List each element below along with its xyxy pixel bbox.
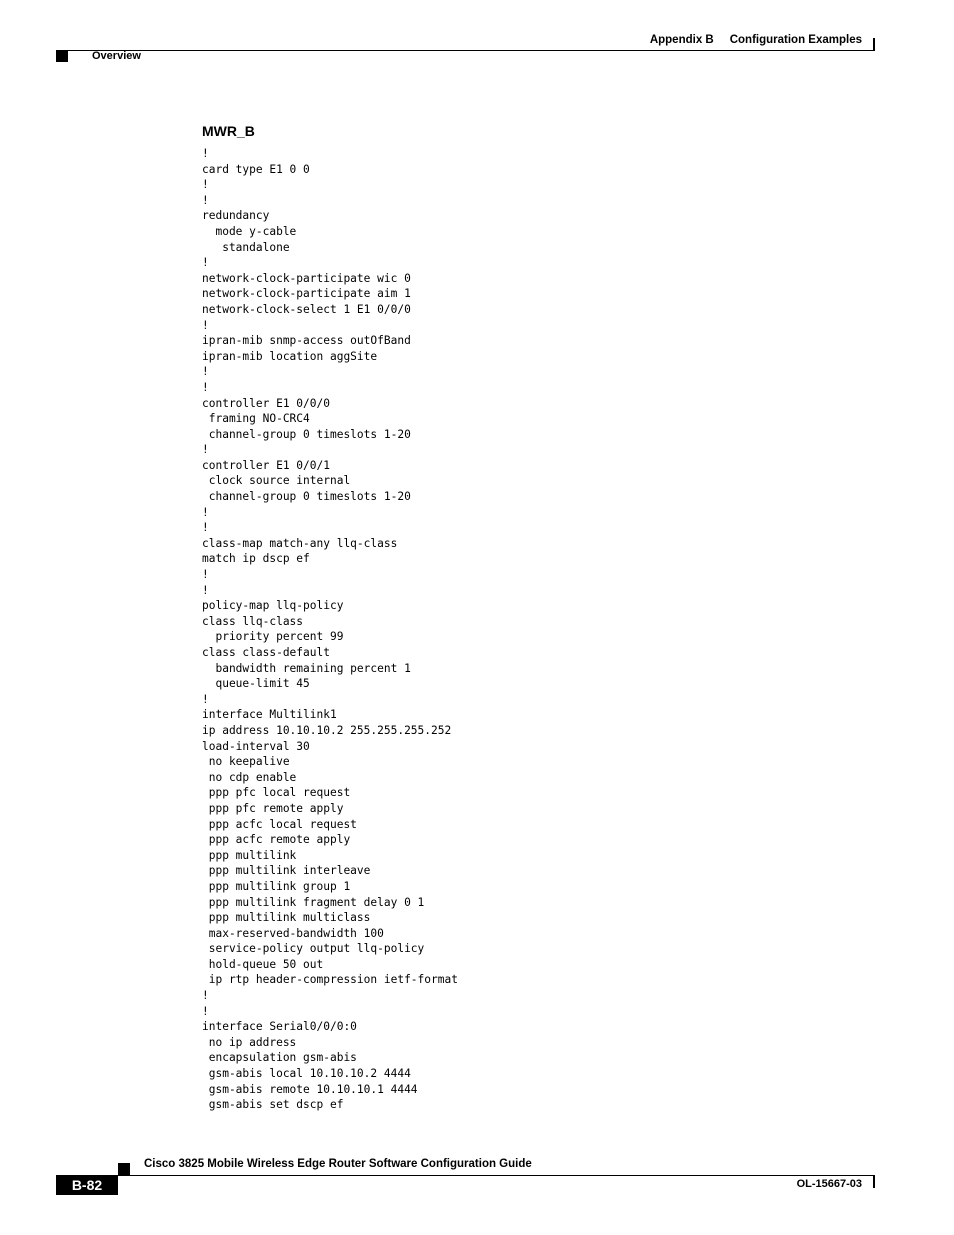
code-line: ppp multilink group 1 — [202, 879, 351, 893]
code-line: mode y-cable — [202, 224, 297, 238]
code-line: class class-default — [202, 646, 330, 659]
code-line: network-clock-select 1 E1 0/0/0 — [202, 302, 411, 316]
code-line: ip rtp header-compression ietf-format — [202, 973, 458, 987]
code-line: ppp acfc local request — [202, 817, 357, 831]
code-line: ! — [202, 147, 209, 160]
code-line: standalone — [202, 240, 290, 254]
code-line: no cdp enable — [202, 770, 297, 784]
code-line: ! — [202, 989, 209, 1003]
code-line: ppp pfc remote apply — [202, 801, 344, 815]
code-line: encapsulation gsm-abis — [202, 1051, 357, 1065]
code-line: ipran-mib snmp-access outOfBand — [202, 334, 411, 348]
code-line: hold-queue 50 out — [202, 957, 324, 971]
code-line: load-interval 30 — [202, 739, 310, 753]
header-tick-mark — [873, 38, 875, 51]
code-line: channel-group 0 timeslots 1-20 — [202, 427, 411, 441]
code-line: ip address 10.10.10.2 255.255.255.252 — [202, 723, 452, 737]
footer-tick-mark — [873, 1175, 875, 1188]
header-rule — [56, 50, 874, 51]
code-line: gsm-abis remote 10.10.10.1 4444 — [202, 1082, 418, 1096]
code-line: class-map match-any llq-class — [202, 536, 398, 550]
code-line: gsm-abis local 10.10.10.2 4444 — [202, 1067, 411, 1081]
code-line: network-clock-participate wic 0 — [202, 271, 411, 285]
running-header — [650, 34, 862, 46]
header-marker-block — [56, 50, 68, 62]
code-line: ! — [202, 365, 209, 379]
section-title: MWR_B — [202, 123, 255, 139]
header-chapter-title: Configuration Examples — [729, 34, 862, 46]
code-line: ! — [202, 193, 209, 207]
code-line: bandwidth remaining percent 1 — [202, 661, 411, 675]
code-line: ! — [202, 568, 209, 582]
code-line: ppp multilink multiclass — [202, 911, 371, 925]
code-line: ! — [202, 256, 209, 270]
code-line: ! — [202, 178, 209, 192]
code-line: class llq-class — [202, 614, 304, 628]
code-line: ppp multilink — [202, 848, 297, 862]
code-line: ! — [202, 1004, 209, 1018]
code-line: interface Multilink1 — [202, 708, 337, 722]
code-line: ppp acfc remote apply — [202, 833, 351, 847]
code-line: no ip address — [202, 1035, 297, 1049]
code-line: ! — [202, 692, 209, 706]
code-line: no keepalive — [202, 755, 290, 769]
code-line: ! — [202, 443, 209, 457]
config-code-block — [202, 146, 458, 1113]
code-line: ! — [202, 505, 209, 519]
code-line: network-clock-participate aim 1 — [202, 287, 411, 301]
code-line: gsm-abis set dscp ef — [202, 1098, 344, 1112]
code-line: ! — [202, 521, 209, 535]
page-number: B-82 — [56, 1175, 118, 1195]
code-line: controller E1 0/0/0 — [202, 396, 330, 410]
code-line: interface Serial0/0/0:0 — [202, 1020, 357, 1034]
footer-doc-title: Cisco 3825 Mobile Wireless Edge Router Software Configuration Guide — [144, 1158, 532, 1170]
code-line: controller E1 0/0/1 — [202, 458, 330, 472]
code-line: policy-map llq-policy — [202, 599, 344, 613]
code-line: priority percent 99 — [202, 630, 344, 644]
footer-marker-block — [118, 1163, 130, 1175]
code-line: ! — [202, 380, 209, 394]
code-line: max-reserved-bandwidth 100 — [202, 926, 384, 940]
code-line: card type E1 0 0 — [202, 162, 310, 176]
code-line: queue-limit 45 — [202, 677, 310, 691]
header-section: Overview — [92, 50, 141, 62]
code-line: channel-group 0 timeslots 1-20 — [202, 490, 411, 504]
code-line: ppp pfc local request — [202, 786, 351, 800]
code-line: redundancy — [202, 209, 270, 223]
footer-rule — [118, 1175, 874, 1176]
code-line: ! — [202, 583, 209, 597]
code-line: service-policy output llq-policy — [202, 942, 425, 956]
code-line: ppp multilink interleave — [202, 864, 371, 878]
code-line: ipran-mib location aggSite — [202, 349, 378, 363]
footer-doc-number: OL-15667-03 — [796, 1178, 862, 1190]
code-line: ppp multilink fragment delay 0 1 — [202, 895, 425, 909]
code-line: ! — [202, 318, 209, 332]
code-line: framing NO-CRC4 — [202, 412, 310, 426]
code-line: match ip dscp ef — [202, 552, 310, 566]
header-appendix: Appendix B — [649, 34, 714, 46]
code-line: clock source internal — [202, 474, 351, 488]
